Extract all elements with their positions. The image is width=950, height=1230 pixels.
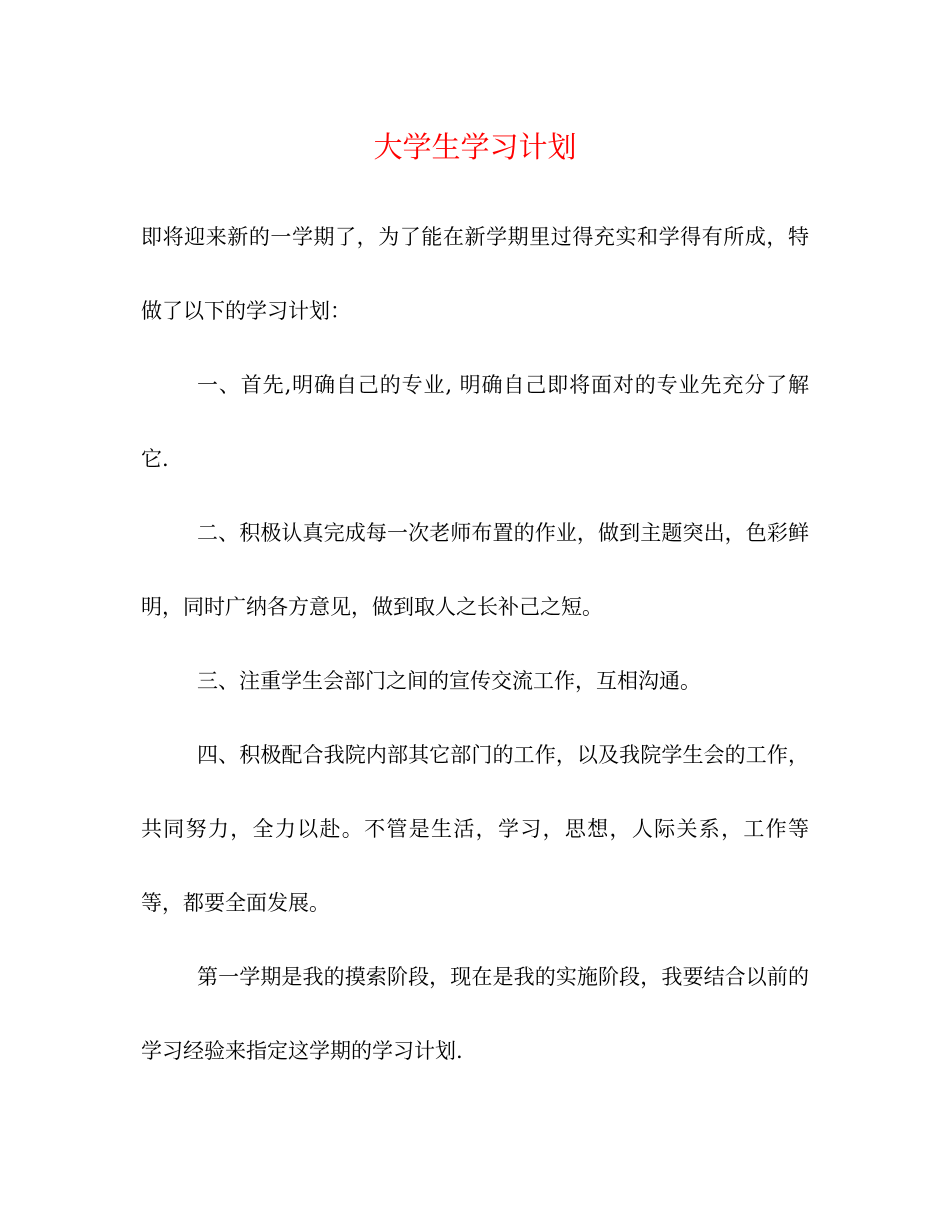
paragraph-intro: 即将迎来新的一学期了，为了能在新学期里过得充实和学得有所成，特做了以下的学习计划： bbox=[141, 225, 809, 323]
paragraph-item-2: 二、积极认真完成每一次老师布置的作业，做到主题突出，色彩鲜明，同时广纳各方意见，做到取人之长补己之短。 bbox=[141, 521, 809, 619]
document-title: 大学生学习计划 bbox=[373, 130, 577, 164]
document-body bbox=[141, 200, 809, 1088]
paragraph-item-1: 一、首先,明确自己的专业, 明确自己即将面对的专业先充分了解它. bbox=[141, 373, 809, 471]
paragraph-conclusion: 第一学期是我的摸索阶段，现在是我的实施阶段，我要结合以前的学习经验来指定这学期的学习计划. bbox=[141, 965, 809, 1063]
paragraph-item-3: 三、注重学生会部门之间的宣传交流工作，互相沟通。 bbox=[197, 669, 701, 693]
paragraph-item-4: 四、积极配合我院内部其它部门的工作，以及我院学生会的工作，共同努力，全力以赴。不管是生活，学习，思想，人际关系，工作等等，都要全面发展。 bbox=[141, 743, 809, 915]
